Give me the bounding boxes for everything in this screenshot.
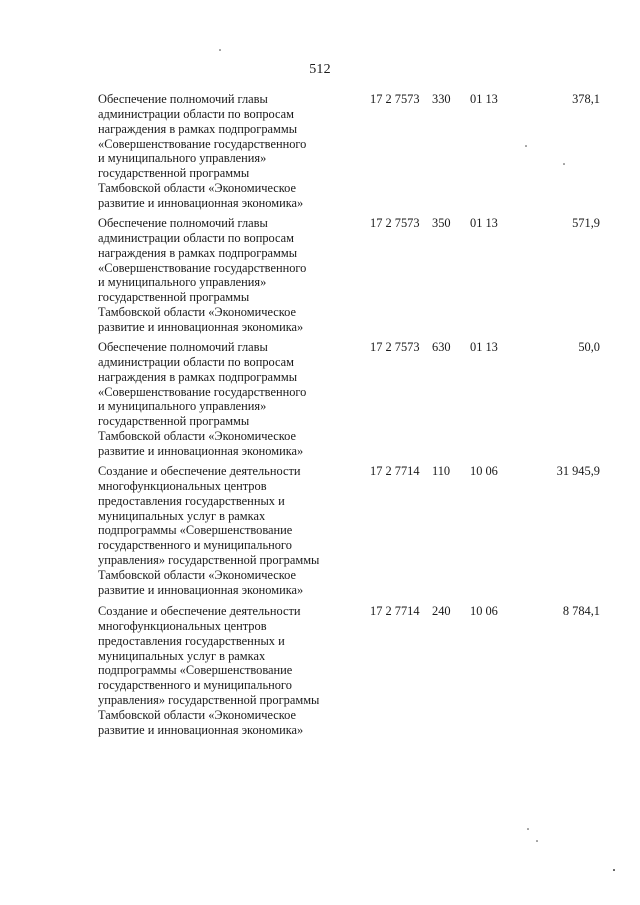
row-expense-type-code: 630 — [432, 340, 451, 354]
row-amount: 8 784,1 — [562, 604, 600, 618]
row-target-article-code: 17 2 7714 — [370, 464, 420, 478]
row-amount: 571,9 — [572, 216, 600, 230]
row-amount: 378,1 — [572, 92, 600, 106]
page-number: 512 — [309, 62, 331, 77]
row-section-subsection-code: 01 13 — [470, 92, 498, 106]
row-description: Обеспечение полномочий главы администрации области по вопросам награждения в рамках подпрограммы «Совершенствование государственного и муниципального управления» государственной программы Тамбовской области «Экономическое развитие и инновационная экономика» — [98, 216, 307, 334]
table-row — [0, 604, 640, 744]
row-description: Обеспечение полномочий главы администрации области по вопросам награждения в рамках подпрограммы «Совершенствование государственного и муниципального управления» государственной программы Тамбовской области «Экономическое развитие и инновационная экономика» — [98, 92, 307, 210]
row-target-article-code: 17 2 7714 — [370, 604, 420, 618]
row-amount: 50,0 — [578, 340, 600, 354]
row-target-article-code: 17 2 7573 — [370, 92, 420, 106]
table-row — [0, 216, 640, 340]
row-description: Обеспечение полномочий главы администрации области по вопросам награждения в рамках подпрограммы «Совершенствование государственного и муниципального управления» государственной программы Тамбовской области «Экономическое развитие и инновационная экономика» — [98, 340, 307, 458]
scan-speck — [219, 49, 221, 51]
row-section-subsection-code: 10 06 — [470, 604, 498, 618]
row-section-subsection-code: 01 13 — [470, 216, 498, 230]
row-expense-type-code: 330 — [432, 92, 451, 106]
row-description: Создание и обеспечение деятельности многофункциональных центров предоставления государственных и муниципальных услуг в рамках подпрограммы «Совершенствование государственного и муниципального управления» государственной программы Тамбовской области «Экономическое развитие и инновационная экономика» — [98, 464, 320, 597]
row-amount: 31 945,9 — [556, 464, 600, 478]
row-section-subsection-code: 10 06 — [470, 464, 498, 478]
row-target-article-code: 17 2 7573 — [370, 216, 420, 230]
table-row — [0, 92, 640, 216]
row-expense-type-code: 240 — [432, 604, 451, 618]
budget-table — [0, 92, 640, 744]
row-description: Создание и обеспечение деятельности многофункциональных центров предоставления государственных и муниципальных услуг в рамках подпрограммы «Совершенствование государственного и муниципального управления» государственной программы Тамбовской области «Экономическое развитие и инновационная экономика» — [98, 604, 320, 737]
scan-speck — [536, 840, 538, 842]
row-target-article-code: 17 2 7573 — [370, 340, 420, 354]
table-row — [0, 464, 640, 604]
scan-speck — [525, 145, 527, 147]
row-expense-type-code: 350 — [432, 216, 451, 230]
scan-speck — [563, 163, 565, 165]
row-section-subsection-code: 01 13 — [470, 340, 498, 354]
scan-speck — [613, 869, 615, 871]
row-expense-type-code: 110 — [432, 464, 451, 478]
scan-speck — [527, 828, 529, 830]
table-row — [0, 340, 640, 464]
